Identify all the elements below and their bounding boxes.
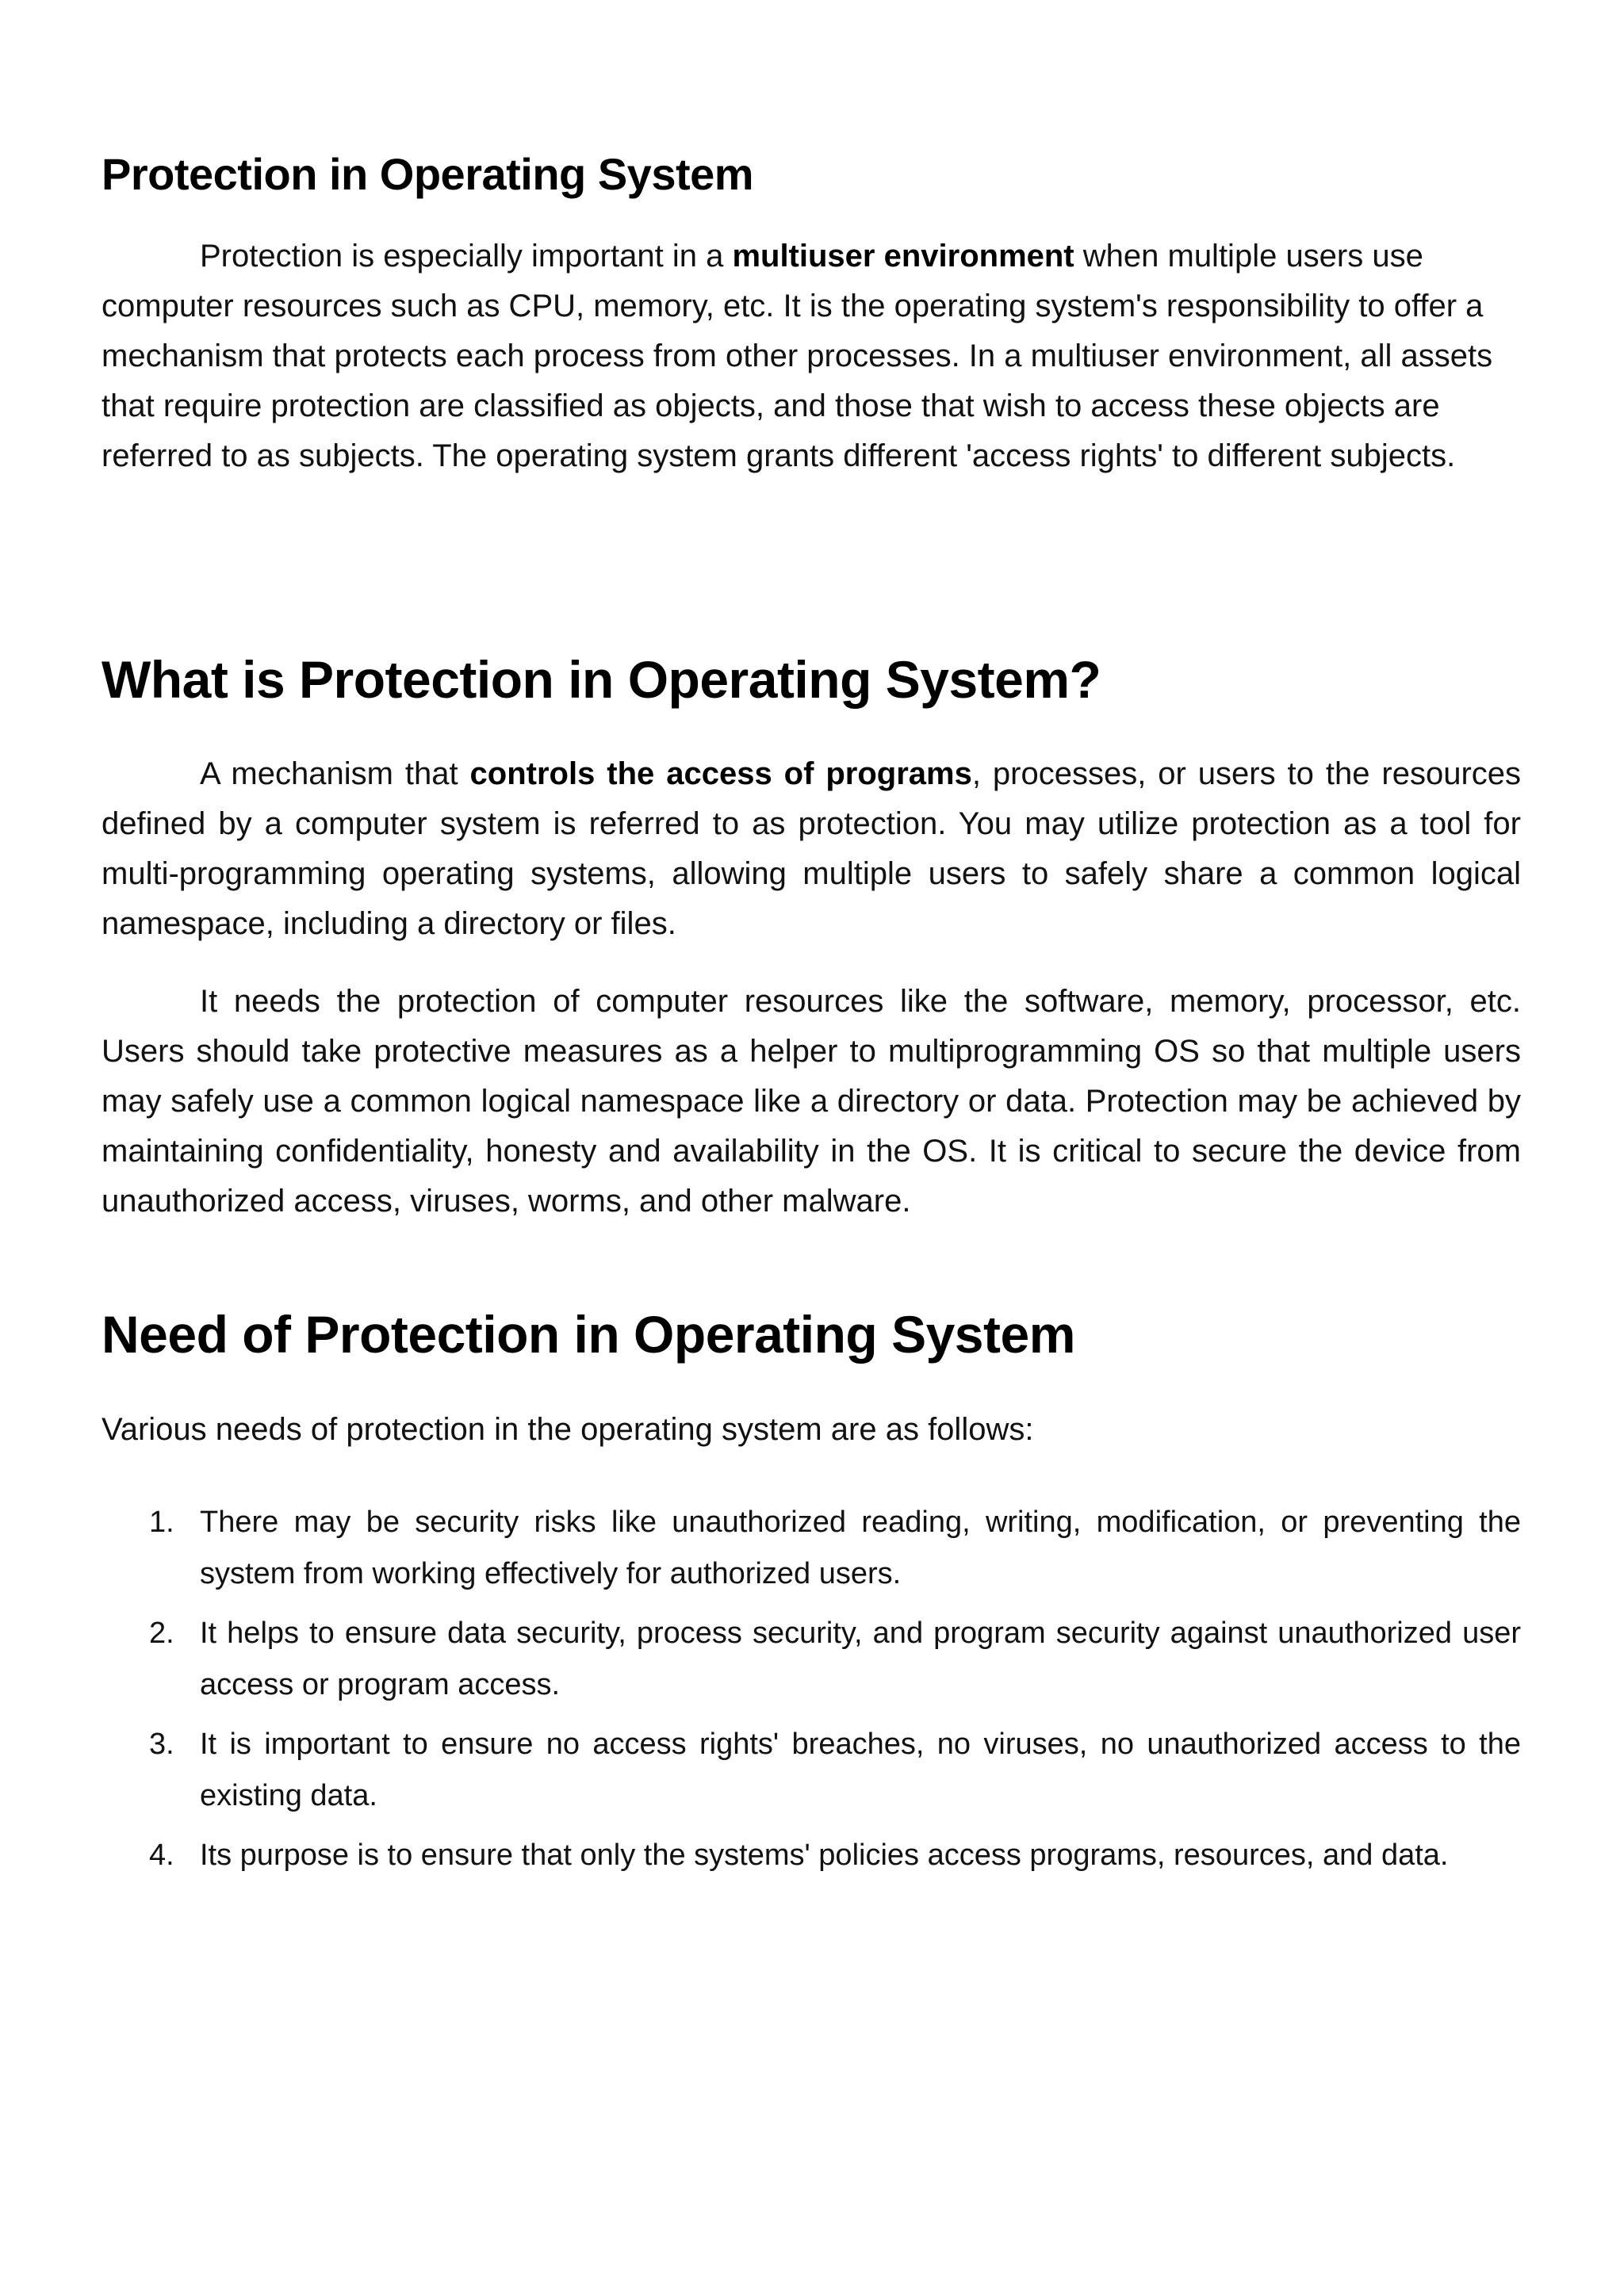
intro-paragraph [102,232,1521,481]
list-item [102,1497,1521,1600]
list-item-number: 1. [149,1506,174,1539]
intro-text-before: Protection is especially important in a [200,239,733,274]
definition-text-after: , processes, or users to the resources defined by a computer system is referred to as protection. You may utilize protection as a tool for multi-programming operating systems, allowing multiple users to safely share a common logical namespace, including a directory or files. [102,756,1522,941]
list-item-text: Its purpose is to ensure that only the systems' policies access programs, resources, and data. [200,1839,1449,1872]
intro-bold-term: multiuser environment [732,239,1074,274]
list-item-number: 4. [149,1839,174,1872]
list-item-text: It helps to ensure data security, process security, and program security against unauthorized user access or program access. [200,1617,1521,1701]
resources-paragraph: It needs the protection of computer resources like the software, memory, processor, etc. Users should take protective measures as a helper to multiprogramming OS so that multiple users may safely use a common logical namespace like a directory or data. Protection may be achieved by maintaining confidentiality, honesty and availability in the OS. It is critical to secure the device from unauthorized access, viruses, worms, and other malware. [102,984,1521,1219]
definition-text-before: A mechanism that [200,756,470,791]
intro-text-after: when multiple users use computer resources such as CPU, memory, etc. It is the operating system's responsibility to offer a mechanism that protects each process from other processes. In a multiuser environment, all assets that require protection are classified as objects, and those that wish to access these objects are referred to as subjects. The operating system grants different 'access rights' to different subjects. [102,239,1493,473]
list-item-text: There may be security risks like unauthorized reading, writing, modification, or preventing the system from working effectively for authorized users. [200,1506,1521,1590]
list-item-number: 2. [149,1617,174,1650]
list-item [102,1608,1521,1711]
section-heading-need: Need of Protection in Operating System [102,1305,1075,1364]
list-item-number: 3. [149,1728,174,1761]
list-item [102,1830,1521,1881]
definition-paragraph [102,749,1521,949]
list-item-text: It is important to ensure no access rights' breaches, no viruses, no unauthorized access to the existing data. [200,1728,1521,1812]
needs-intro-paragraph: Various needs of protection in the operating system are as follows: [102,1412,1034,1447]
list-item [102,1719,1521,1822]
section-heading-what-is: What is Protection in Operating System? [102,650,1101,709]
needs-list [102,1497,1521,1889]
definition-bold-term: controls the access of programs [469,756,972,791]
section-heading-protection: Protection in Operating System [102,149,754,199]
